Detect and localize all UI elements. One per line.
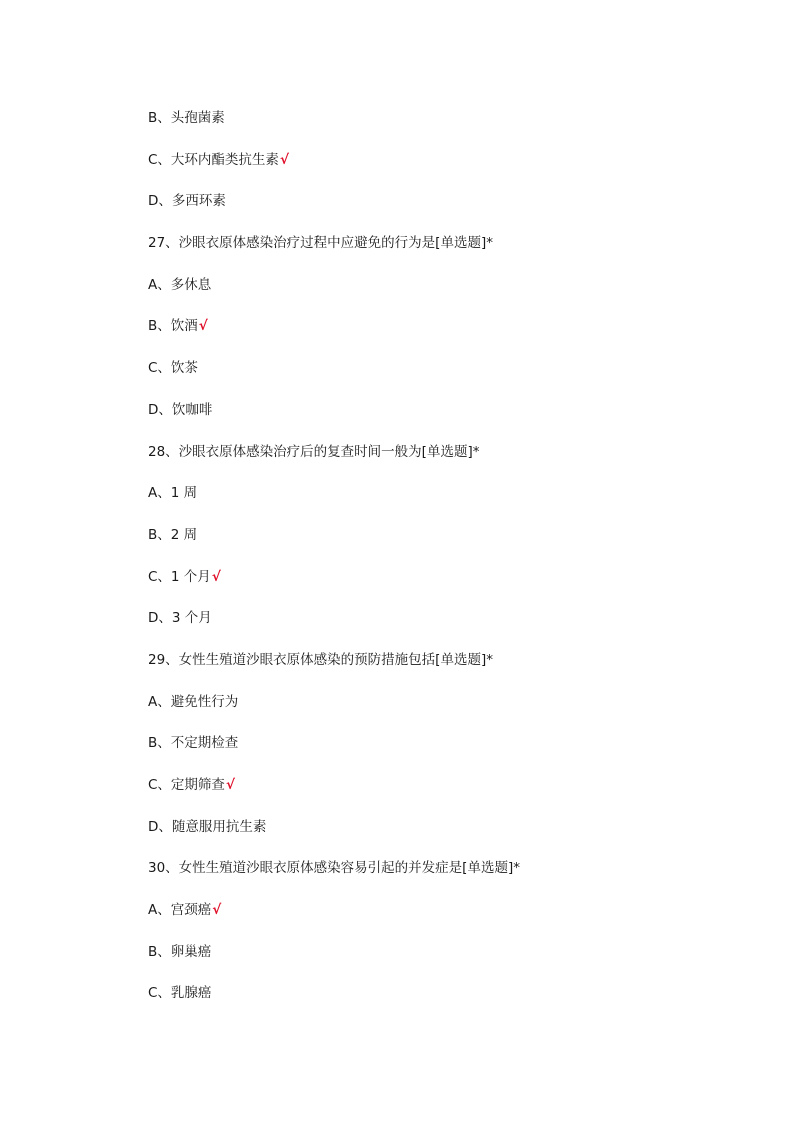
- correct-answer-check-icon: √: [225, 777, 235, 793]
- option-label: D、3 个月: [148, 610, 212, 627]
- option-label: A、宫颈癌: [148, 902, 212, 919]
- answer-option: [148, 275, 748, 317]
- answer-option: [148, 942, 748, 984]
- question-text: [148, 858, 748, 900]
- answer-option: [148, 400, 748, 442]
- answer-option: [148, 733, 748, 775]
- correct-answer-check-icon: √: [279, 151, 289, 168]
- question-label: 29、女性生殖道沙眼衣原体感染的预防措施包括[单选题]*: [148, 651, 493, 668]
- option-label: C、乳腺癌: [148, 985, 212, 1002]
- option-label: C、饮茶: [148, 360, 198, 377]
- option-label: C、大环内酯类抗生素: [148, 151, 279, 168]
- question-label: 27、沙眼衣原体感染治疗过程中应避免的行为是[单选题]*: [148, 235, 493, 252]
- answer-option: [148, 900, 748, 942]
- document-page: [148, 108, 748, 1025]
- correct-answer-check-icon: √: [212, 902, 222, 919]
- option-label: A、多休息: [148, 276, 212, 293]
- question-text: [148, 442, 748, 484]
- answer-option: [148, 775, 748, 817]
- answer-option: [148, 150, 748, 192]
- option-label: D、多西环素: [148, 193, 226, 210]
- answer-option: [148, 817, 748, 859]
- answer-option: [148, 525, 748, 567]
- option-label: D、随意服用抗生素: [148, 818, 267, 835]
- question-text: [148, 650, 748, 692]
- question-text: [148, 233, 748, 275]
- correct-answer-check-icon: √: [211, 568, 221, 585]
- answer-option: [148, 316, 748, 358]
- answer-option: [148, 483, 748, 525]
- answer-option: [148, 108, 748, 150]
- option-label: A、1 周: [148, 485, 198, 502]
- option-label: C、定期筛查: [148, 777, 225, 793]
- option-label: B、卵巢癌: [148, 943, 212, 960]
- answer-option: [148, 608, 748, 650]
- answer-option: [148, 567, 748, 609]
- option-label: D、饮咖啡: [148, 401, 213, 418]
- answer-option: [148, 692, 748, 734]
- option-label: B、2 周: [148, 526, 198, 543]
- option-label: B、饮酒: [148, 318, 198, 335]
- answer-option: [148, 983, 748, 1025]
- question-label: 30、女性生殖道沙眼衣原体感染容易引起的并发症是[单选题]*: [148, 860, 520, 877]
- option-label: A、避免性行为: [148, 693, 239, 710]
- option-label: C、1 个月: [148, 568, 211, 585]
- correct-answer-check-icon: √: [198, 318, 208, 335]
- question-label: 28、沙眼衣原体感染治疗后的复查时间一般为[单选题]*: [148, 443, 480, 460]
- option-label: B、不定期检查: [148, 735, 239, 752]
- option-label: B、头孢菌素: [148, 110, 225, 126]
- answer-option: [148, 358, 748, 400]
- answer-option: [148, 191, 748, 233]
